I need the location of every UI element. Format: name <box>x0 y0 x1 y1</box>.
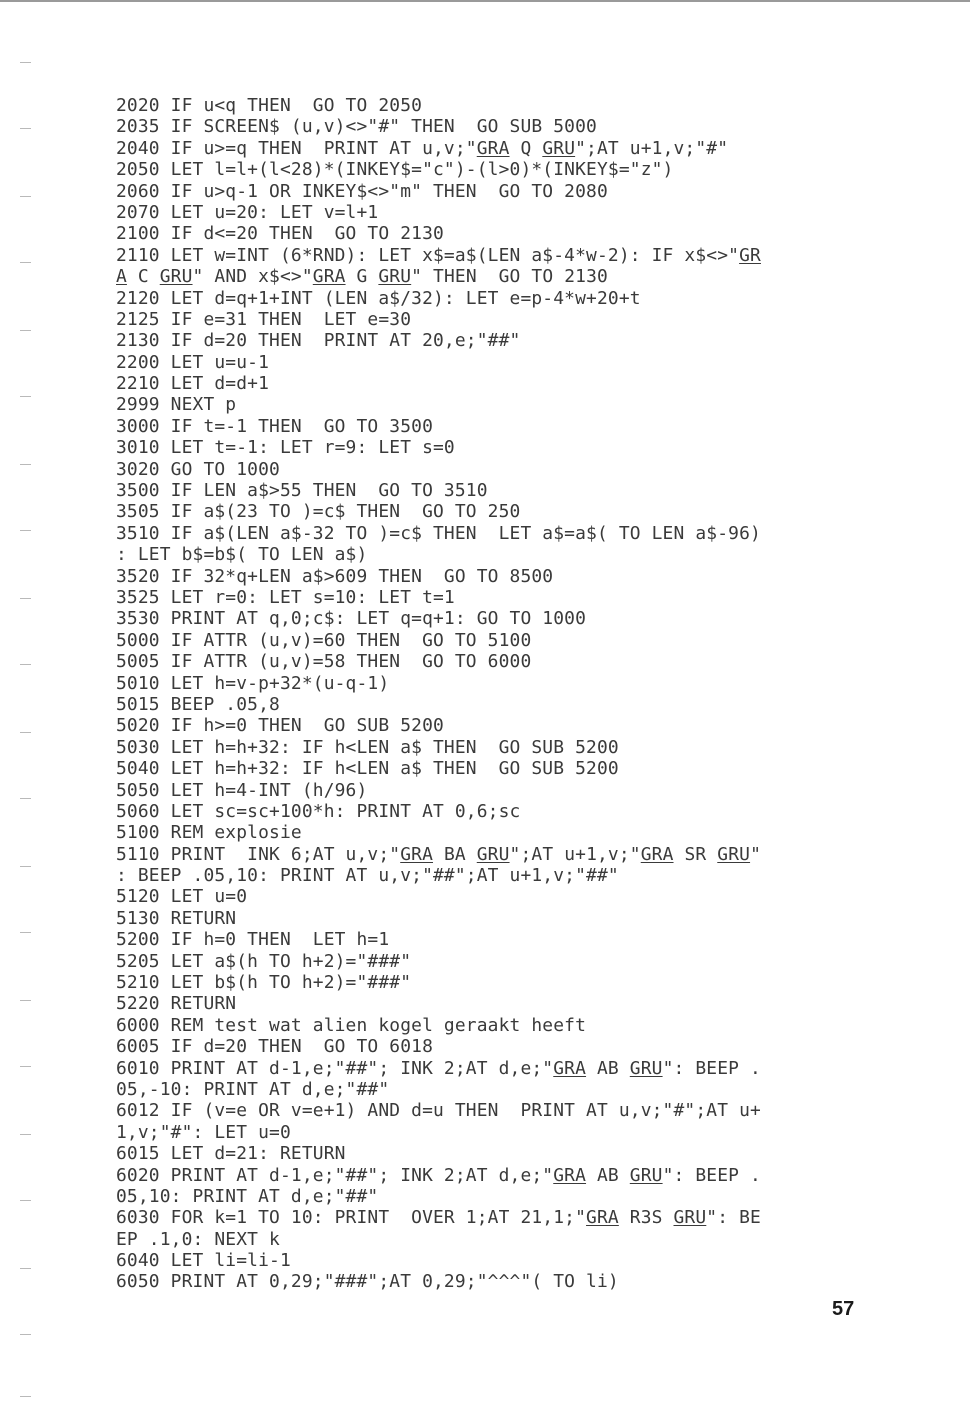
margin-tick <box>20 798 31 799</box>
code-line <box>116 266 876 287</box>
code-line <box>116 330 876 351</box>
code-line <box>116 202 876 223</box>
code-text: 05,10: PRINT AT d,e;"##" <box>116 1185 379 1207</box>
margin-tick <box>20 530 31 531</box>
code-text: " THEN GO TO 2130 <box>411 266 608 288</box>
code-text: AB <box>586 1057 630 1079</box>
code-line <box>116 758 876 779</box>
code-line <box>116 1186 876 1207</box>
graphics-mode-marker: GRA <box>312 266 346 288</box>
top-rule <box>0 0 970 2</box>
code-line <box>116 780 876 801</box>
code-line <box>116 116 876 137</box>
code-text: 2999 NEXT p <box>116 394 237 416</box>
code-text: SR <box>673 843 718 865</box>
code-text: 5100 REM explosie <box>116 822 302 844</box>
graphics-mode-marker: GRU <box>476 843 510 865</box>
code-text: 2200 LET u=u-1 <box>116 351 270 373</box>
code-text: 5205 LET a$(h TO h+2)="###" <box>116 950 412 972</box>
code-line <box>116 309 876 330</box>
code-line <box>116 566 876 587</box>
code-line <box>116 587 876 608</box>
code-text: 5110 PRINT INK 6;AT u,v;" <box>116 843 401 865</box>
code-line <box>116 886 876 907</box>
code-line <box>116 630 876 651</box>
margin-ticks <box>20 0 32 1421</box>
code-text: 5005 IF ATTR (u,v)=58 THEN GO TO 6000 <box>116 651 532 673</box>
code-text: EP .1,0: NEXT k <box>116 1228 280 1250</box>
code-text: 6020 PRINT AT d-1,e;"##"; INK 2;AT d,e;" <box>116 1164 554 1186</box>
code-line <box>116 908 876 929</box>
code-line <box>116 993 876 1014</box>
code-line <box>116 181 876 202</box>
code-text: 5030 LET h=h+32: IF h<LEN a$ THEN GO SUB 5200 <box>116 736 619 758</box>
code-text: " AND x$<>" <box>192 266 313 288</box>
margin-tick <box>20 262 31 263</box>
code-text: 6050 PRINT AT 0,29;"###";AT 0,29;"^^^"( TO li) <box>116 1271 619 1293</box>
graphics-mode-marker: GRU <box>717 843 751 865</box>
code-text: 5015 BEEP .05,8 <box>116 693 280 715</box>
code-text: 2050 LET l=l+(l<28)*(INKEY$="c")-(l>0)*(INKEY$="z") <box>116 159 674 181</box>
code-text: ";AT u+1,v;"#" <box>575 137 729 159</box>
code-line <box>116 951 876 972</box>
code-text: 2040 IF u>=q THEN PRINT AT u,v;" <box>116 137 477 159</box>
code-text: 2060 IF u>q-1 OR INKEY$<>"m" THEN GO TO 2080 <box>116 180 608 202</box>
code-text: 3020 GO TO 1000 <box>116 458 280 480</box>
graphics-mode-marker: GRA <box>476 137 510 159</box>
code-line <box>116 394 876 415</box>
graphics-mode-marker: GRA <box>400 843 434 865</box>
margin-tick <box>20 464 31 465</box>
code-line <box>116 95 876 116</box>
code-text: 6030 FOR k=1 TO 10: PRINT OVER 1;AT 21,1;" <box>116 1207 587 1229</box>
code-text: : LET b$=b$( TO LEN a$) <box>116 544 368 566</box>
code-line <box>116 1079 876 1100</box>
code-text: 6010 PRINT AT d-1,e;"##"; INK 2;AT d,e;" <box>116 1057 554 1079</box>
code-line <box>116 844 876 865</box>
code-text: 3510 IF a$(LEN a$-32 TO )=c$ THEN LET a$=a$( TO LEN a$-96) <box>116 522 761 544</box>
code-text: ": BEEP . <box>662 1164 761 1186</box>
margin-tick <box>20 664 31 665</box>
graphics-mode-marker: GRU <box>629 1057 663 1079</box>
code-text: 5120 LET u=0 <box>116 886 248 908</box>
graphics-mode-marker: GRU <box>629 1164 663 1186</box>
code-line <box>116 523 876 544</box>
code-text: 5020 IF h>=0 THEN GO SUB 5200 <box>116 715 444 737</box>
code-line <box>116 715 876 736</box>
margin-tick <box>20 1268 31 1269</box>
code-line <box>116 1100 876 1121</box>
code-line <box>116 972 876 993</box>
margin-tick <box>20 62 31 63</box>
code-line <box>116 459 876 480</box>
code-line <box>116 480 876 501</box>
code-line <box>116 352 876 373</box>
code-text: 3000 IF t=-1 THEN GO TO 3500 <box>116 415 434 437</box>
code-line <box>116 416 876 437</box>
code-line <box>116 544 876 565</box>
code-text: 3520 IF 32*q+LEN a$>609 THEN GO TO 8500 <box>116 565 554 587</box>
graphics-mode-marker: GRA <box>553 1057 587 1079</box>
code-line <box>116 929 876 950</box>
graphics-mode-marker: GRA <box>640 843 674 865</box>
code-text: ": BEEP . <box>662 1057 761 1079</box>
code-text: BA <box>433 843 477 865</box>
graphics-mode-marker: GRU <box>542 137 576 159</box>
code-line <box>116 138 876 159</box>
margin-tick <box>20 1334 31 1335</box>
margin-tick <box>20 1396 31 1397</box>
code-text: G <box>345 266 379 288</box>
code-text: 2020 IF u<q THEN GO TO 2050 <box>116 95 423 116</box>
code-text: 2110 LET w=INT (6*RND): LET x$=a$(LEN a$-4*w-2): IF x$<>" <box>116 244 740 266</box>
code-text: 5000 IF ATTR (u,v)=60 THEN GO TO 5100 <box>116 629 532 651</box>
graphics-mode-marker: GRU <box>159 266 193 288</box>
graphics-mode-marker: GRU <box>378 266 412 288</box>
graphics-mode-marker: GR <box>739 244 761 266</box>
code-text: R3S <box>618 1207 674 1229</box>
page-number: 57 <box>832 1298 855 1320</box>
margin-tick <box>20 1200 31 1201</box>
code-line <box>116 1250 876 1271</box>
code-line <box>116 1165 876 1186</box>
code-text: 5050 LET h=4-INT (h/96) <box>116 779 368 801</box>
code-line <box>116 1122 876 1143</box>
code-text: 5210 LET b$(h TO h+2)="###" <box>116 972 412 994</box>
code-text: 6005 IF d=20 THEN GO TO 6018 <box>116 1036 434 1058</box>
margin-tick <box>20 196 31 197</box>
code-text: 6015 LET d=21: RETURN <box>116 1143 346 1165</box>
code-line <box>116 373 876 394</box>
code-text: 5200 IF h=0 THEN LET h=1 <box>116 929 390 951</box>
code-line <box>116 1229 876 1250</box>
margin-tick <box>20 1000 31 1001</box>
code-line <box>116 245 876 266</box>
code-text: C <box>126 266 160 288</box>
code-line <box>116 288 876 309</box>
code-text: " <box>750 843 761 865</box>
code-line <box>116 1015 876 1036</box>
code-line <box>116 501 876 522</box>
margin-tick <box>20 1134 31 1135</box>
code-line <box>116 1271 876 1292</box>
code-text: 5040 LET h=h+32: IF h<LEN a$ THEN GO SUB 5200 <box>116 758 619 780</box>
code-line <box>116 865 876 886</box>
code-line <box>116 822 876 843</box>
graphics-mode-marker: GRA <box>586 1207 619 1229</box>
graphics-mode-marker: GRU <box>673 1207 707 1229</box>
code-line <box>116 1207 876 1228</box>
code-text: 2120 LET d=q+1+INT (LEN a$/32): LET e=p-4*w+20+t <box>116 287 641 309</box>
margin-tick <box>20 598 31 599</box>
margin-tick <box>20 1066 31 1067</box>
code-line <box>116 651 876 672</box>
code-text: 5220 RETURN <box>116 993 237 1015</box>
code-text: AB <box>586 1164 630 1186</box>
code-text: 3525 LET r=0: LET s=10: LET t=1 <box>116 586 455 608</box>
code-text: : BEEP .05,10: PRINT AT u,v;"##";AT u+1,v;"##" <box>116 865 619 887</box>
graphics-mode-marker: A <box>116 266 127 288</box>
code-line <box>116 673 876 694</box>
code-line <box>116 1143 876 1164</box>
code-text: 1,v;"#": LET u=0 <box>116 1121 291 1143</box>
code-line <box>116 437 876 458</box>
margin-tick <box>20 866 31 867</box>
code-text: 6012 IF (v=e OR v=e+1) AND d=u THEN PRINT AT u,v;"#";AT u+ <box>116 1100 761 1122</box>
code-text: 6000 REM test wat alien kogel geraakt heeft <box>116 1014 587 1036</box>
code-text: ": BE <box>706 1207 761 1229</box>
code-text: 2130 IF d=20 THEN PRINT AT 20,e;"##" <box>116 330 521 352</box>
code-text: 2035 IF SCREEN$ (u,v)<>"#" THEN GO SUB 5000 <box>116 116 597 138</box>
code-line <box>116 694 876 715</box>
code-line <box>116 159 876 180</box>
code-text: 05,-10: PRINT AT d,e;"##" <box>116 1078 390 1100</box>
code-line <box>116 1058 876 1079</box>
margin-tick <box>20 932 31 933</box>
code-text: Q <box>509 137 543 159</box>
margin-tick <box>20 396 31 397</box>
code-text: 5130 RETURN <box>116 907 237 929</box>
code-line <box>116 737 876 758</box>
code-text: 2125 IF e=31 THEN LET e=30 <box>116 308 412 330</box>
code-line <box>116 223 876 244</box>
graphics-mode-marker: GRA <box>553 1164 587 1186</box>
code-text: 2210 LET d=d+1 <box>116 373 270 395</box>
code-text: 2100 IF d<=20 THEN GO TO 2130 <box>116 223 444 245</box>
code-text: 3010 LET t=-1: LET r=9: LET s=0 <box>116 437 455 459</box>
code-text: 3500 IF LEN a$>55 THEN GO TO 3510 <box>116 480 488 502</box>
margin-tick <box>20 330 31 331</box>
code-text: 3505 IF a$(23 TO )=c$ THEN GO TO 250 <box>116 501 521 523</box>
program-listing <box>116 95 876 1293</box>
code-line <box>116 608 876 629</box>
code-line <box>116 1036 876 1057</box>
code-text: 5060 LET sc=sc+100*h: PRINT AT 0,6;sc <box>116 800 521 822</box>
code-text: 3530 PRINT AT q,0;c$: LET q=q+1: GO TO 1000 <box>116 608 587 630</box>
code-text: 6040 LET li=li-1 <box>116 1250 291 1272</box>
code-text: ";AT u+1,v;" <box>509 843 641 865</box>
margin-tick <box>20 128 31 129</box>
code-text: 5010 LET h=v-p+32*(u-q-1) <box>116 672 390 694</box>
code-text: 2070 LET u=20: LET v=l+1 <box>116 201 379 223</box>
margin-tick <box>20 732 31 733</box>
code-line <box>116 801 876 822</box>
